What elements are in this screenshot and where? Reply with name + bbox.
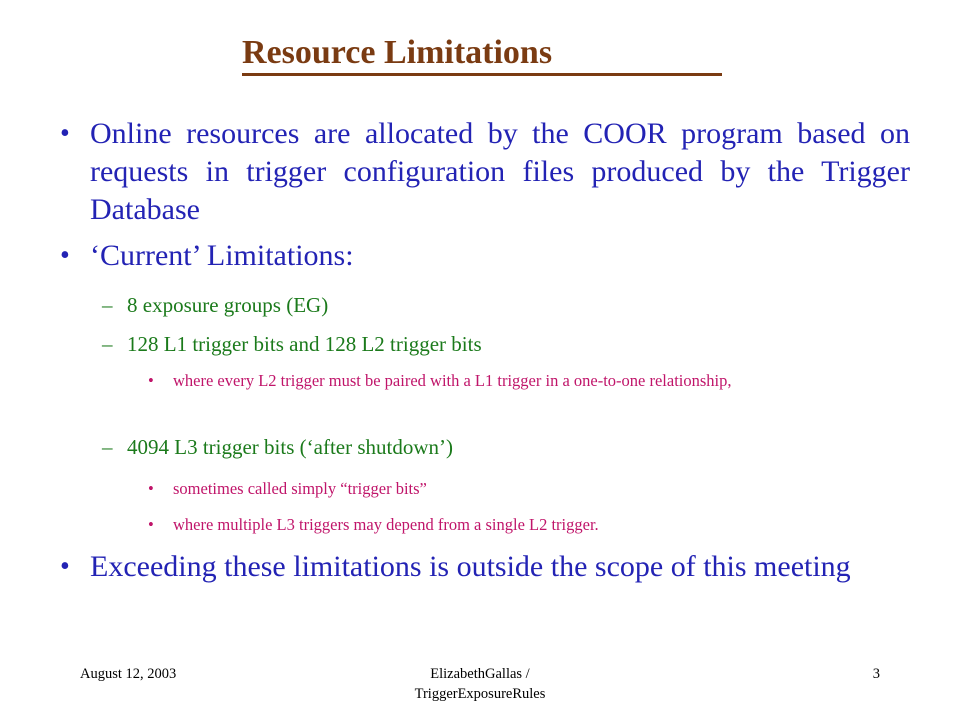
footer-page-number: 3	[872, 666, 880, 682]
title-underline	[242, 73, 722, 76]
bullet-marker: •	[148, 479, 154, 498]
sub-sub-item-trigger-bits-alias	[148, 478, 893, 499]
bullet-item-exceeding	[60, 548, 910, 586]
bullet-text: Online resources are allocated by the COOR program based on requests in trigger configuration files produced by the Trigger Database	[90, 117, 910, 226]
bullet-marker: •	[60, 551, 70, 582]
sub-sub-item-l3-depend	[148, 514, 893, 535]
slide-title: Resource Limitations	[242, 34, 553, 71]
sub-sub-item-text: where every L2 trigger must be paired with a L1 trigger in a one-to-one relationship,	[173, 371, 732, 390]
bullet-text: Exceeding these limitations is outside the scope of this meeting	[90, 550, 851, 583]
dash-marker: –	[102, 435, 113, 459]
footer-date: August 12, 2003	[80, 666, 177, 682]
sub-item-text: 8 exposure groups (EG)	[127, 293, 329, 317]
footer-author-line2: TriggerExposureRules	[414, 686, 546, 702]
sub-item-text: 4094 L3 trigger bits (‘after shutdown’)	[127, 435, 454, 459]
sub-item-l1-l2-bits	[102, 329, 902, 359]
footer-author	[330, 664, 630, 704]
dash-marker: –	[102, 332, 113, 356]
sub-item-exposure-groups	[102, 290, 902, 320]
bullet-marker: •	[60, 240, 70, 271]
sub-sub-item-text: where multiple L3 triggers may depend from a single L2 trigger.	[173, 515, 599, 534]
bullet-item-online-resources	[60, 115, 910, 229]
bullet-item-current-limitations	[60, 237, 910, 275]
dash-marker: –	[102, 293, 113, 317]
bullet-marker: •	[60, 118, 70, 149]
sub-sub-item-text: sometimes called simply “trigger bits”	[173, 479, 427, 498]
bullet-marker: •	[148, 515, 154, 534]
bullet-text: ‘Current’ Limitations:	[90, 239, 354, 272]
bullet-marker: •	[148, 371, 154, 390]
footer-author-line1: ElizabethGallas /	[430, 666, 530, 682]
sub-item-l3-bits	[102, 432, 902, 462]
sub-sub-item-l2-paired	[148, 370, 893, 391]
sub-item-text: 128 L1 trigger bits and 128 L2 trigger bits	[127, 332, 482, 356]
